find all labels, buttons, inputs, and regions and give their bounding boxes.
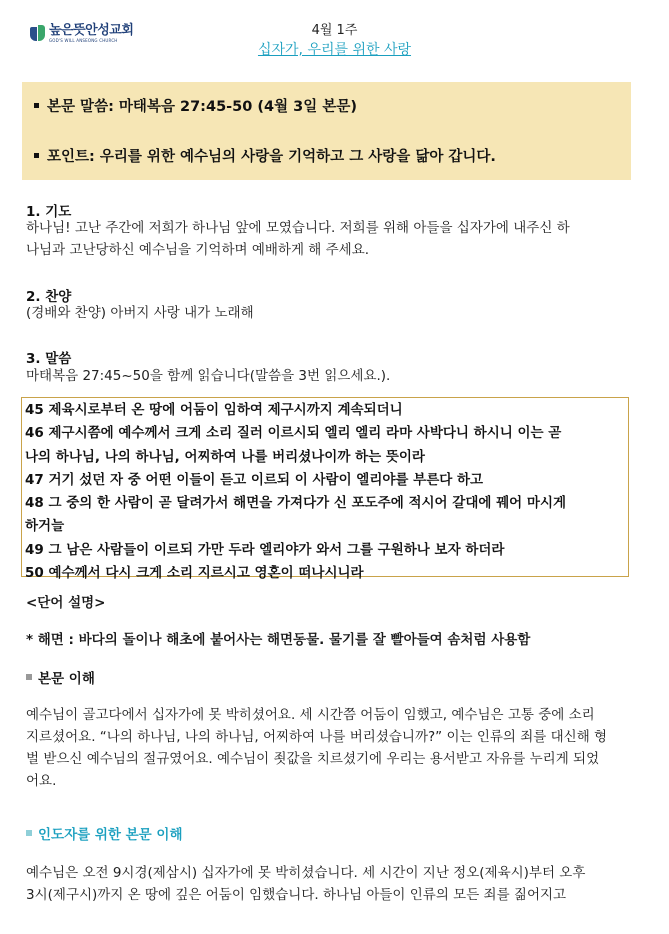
bullet-icon xyxy=(34,103,39,108)
leader-text xyxy=(26,862,634,906)
understanding-heading xyxy=(26,667,95,687)
week-label: 4월 1주 xyxy=(311,23,358,38)
word-heading: 3. 말씀 xyxy=(26,351,72,367)
verse-line: 하거늘 xyxy=(25,518,65,535)
verse-line: 50 예수께서 다시 크게 소리 지르시고 영혼이 떠나시니라 xyxy=(25,565,364,582)
leader-heading-text: 인도자를 위한 본문 이해 xyxy=(38,827,183,843)
prayer-line: 하나님! 고난 주간에 저희가 하나님 앞에 모였습니다. 저희를 위해 아들을 십자가에 내주신 하 xyxy=(26,220,570,236)
prayer-line: 나님과 고난당하신 예수님을 기억하며 예배하게 해 주세요. xyxy=(26,242,370,258)
square-bullet-icon xyxy=(26,830,32,836)
verse-list xyxy=(22,398,628,585)
point-bullet xyxy=(34,145,496,166)
summary-box xyxy=(22,82,631,180)
understanding-line: 어요. xyxy=(26,773,57,789)
understanding-line: 지르셨어요. “나의 하나님, 나의 하나님, 어찌하여 나를 버리셨습니까?” 이는 인류의 죄를 대신해 형 xyxy=(26,729,608,745)
prayer-heading: 1. 기도 xyxy=(26,204,72,220)
scripture-bullet xyxy=(34,95,357,116)
verse-line: 45 제육시로부터 온 땅에 어둠이 임하여 제구시까지 계속되더니 xyxy=(25,402,403,418)
verse-line: 47 거기 섰던 자 중 어떤 이들이 듣고 이르되 이 사람이 엘리야를 부른다 하고 xyxy=(25,471,484,488)
praise-text: (경배와 찬양) 아버지 사랑 내가 노래해 xyxy=(26,305,254,321)
page-title: 십자가, 우리를 위한 사랑 xyxy=(257,42,412,58)
verse-line: 48 그 중의 한 사람이 곧 달려가서 해면을 가져다가 신 포도주에 적시어 갈대에 꿰어 마시게 xyxy=(25,495,567,512)
verse-line: 나의 하나님, 나의 하나님, 어찌하여 나를 버리셨나이까 하는 뜻이라 xyxy=(25,448,425,465)
glossary-definition: * 해면 : 바다의 돌이나 해초에 붙어사는 해면동물. 물기를 잘 빨아들여 솜처럼 사용함 xyxy=(26,632,531,648)
understanding-heading-text: 본문 이해 xyxy=(38,671,95,687)
leader-line: 3시(제구시)까지 온 땅에 깊은 어둠이 임했습니다. 하나님 아들이 인류의 모든 죄를 짊어지고 xyxy=(26,887,567,903)
logo-name: 높은뜻안성교회 xyxy=(49,23,134,38)
understanding-line: 예수님이 골고다에서 십자가에 못 박히셨어요. 세 시간쯤 어둠이 임했고, 예수님은 고통 중에 소리 xyxy=(26,707,595,723)
square-bullet-icon xyxy=(26,674,32,680)
leader-line: 예수님은 오전 9시경(제삼시) 십자가에 못 박히셨습니다. 세 시간이 지난 정오(제육시)부터 오후 xyxy=(26,865,586,881)
understanding-text xyxy=(26,704,634,792)
scripture-text: 본문 말씀: 마태복음 27:45-50 (4월 3일 본문) xyxy=(47,99,357,115)
verse-line: 49 그 남은 사람들이 이르되 가만 두라 엘리야가 와서 그를 구원하나 보자 하더라 xyxy=(25,541,505,558)
leader-heading xyxy=(26,823,183,843)
prayer-text xyxy=(26,217,634,261)
word-text: 마태복음 27:45~50을 함께 읽습니다(말씀을 3번 읽으세요.). xyxy=(26,368,391,384)
praise-heading: 2. 찬양 xyxy=(26,289,72,305)
understanding-line: 벌 받으신 예수님의 절규였어요. 예수님이 죗값을 치르셨기에 우리는 용서받고 자유를 누리게 되었 xyxy=(26,751,600,767)
verse-line: 46 제구시쯤에 예수께서 크게 소리 질러 이르시되 엘리 엘리 라마 사박다니 하시니 이는 곧 xyxy=(25,425,562,442)
point-text: 포인트: 우리를 위한 예수님의 사랑을 기억하고 그 사랑을 닮아 갑니다. xyxy=(47,149,496,165)
verse-box xyxy=(21,397,629,582)
bullet-icon xyxy=(34,153,39,158)
logo-subtitle: GOD'S WILL ANSEONG CHURCH xyxy=(49,38,118,43)
glossary-heading: <단어 설명> xyxy=(26,595,106,611)
